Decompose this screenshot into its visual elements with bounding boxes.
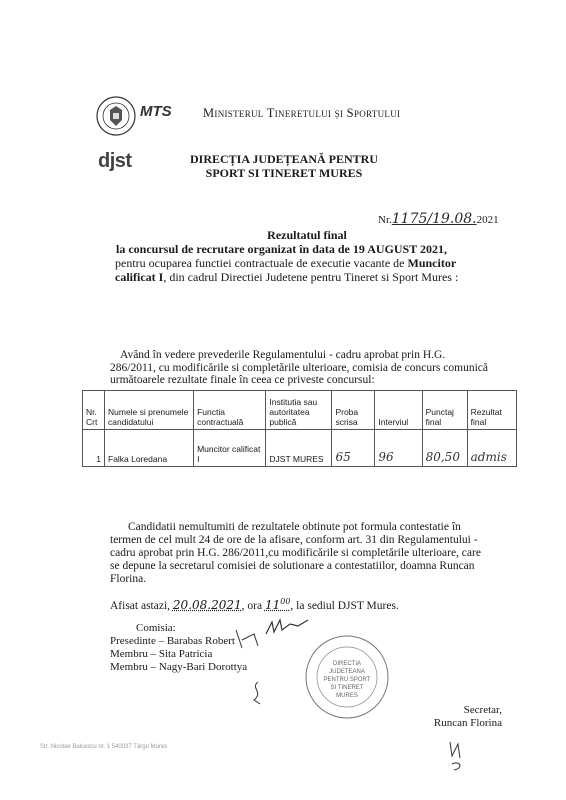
posting-hour	[265, 598, 290, 612]
contestatie-paragraph: Candidatii nemultumiti de rezultatele obtinute pot formula contestatie în termen de cel mult 24 de ore de la afisare, conform art. 31 din Regulamentului - cadru aprobat prin H.G. 286/2011,cu modificările si completările ulterioare, care se depune la secretarul comisiei de solutionare a contestatiilor, doamna Runcan Florina.	[110, 521, 481, 585]
document-title	[40, 228, 530, 284]
directia-heading	[184, 152, 384, 180]
header-institutia: Institutia sau autoritatea publică	[266, 391, 332, 430]
table-header-row	[83, 391, 517, 430]
commission-member-2: Membru – Nagy-Bari Dorottya	[110, 661, 248, 673]
ministry-name: Ministerul Tineretului și Sportului	[203, 106, 401, 120]
posting-mid: , ora	[241, 600, 263, 612]
registration-year: 2021	[476, 214, 499, 226]
stamp-line-1: DIRECTIA	[332, 661, 362, 667]
header-nume: Numele si prenumele candidatului	[105, 391, 194, 430]
stamp-line-5: MURES	[336, 693, 358, 699]
secretary-name: Runcan Florina	[433, 717, 502, 729]
registration-number	[378, 211, 499, 227]
commission-member-1: Membru – Sita Patricia	[110, 648, 213, 660]
posting-suffix: , la sediul DJST Mures.	[290, 600, 399, 612]
posting-hour-value: 11	[264, 598, 281, 612]
signature-member-1	[232, 626, 262, 652]
stamp-line-3: PENTRU SPORT	[323, 677, 371, 683]
footer-address: Str. Nicolae Balcescu nr. 1 540037 Târgu Mures	[40, 744, 168, 750]
commission-president: Presedinte – Barabas Robert	[110, 635, 235, 647]
signature-secretary	[444, 738, 470, 772]
posting-hour-sup: 00	[280, 597, 291, 606]
title-line-2: la concursul de recrutare organizat în data de 19 AUGUST 2021,	[116, 242, 447, 256]
directia-line-1: DIRECȚIA JUDEȚEANĂ PENTRU	[189, 152, 379, 166]
posting-date: 20.08.2021	[172, 598, 242, 612]
secretary-block	[422, 704, 502, 730]
official-stamp	[304, 634, 390, 720]
header-functia: Functia contractuală	[194, 391, 266, 430]
commission-title: Comisia:	[136, 622, 176, 634]
cell-functia: Muncitor calificat I	[194, 430, 266, 467]
cell-nr: 1	[83, 430, 105, 467]
posting-prefix: Afisat astazi,	[110, 600, 171, 612]
intro-paragraph: Având în vedere prevederile Regulamentului - cadru aprobat prin H.G. 286/2011, cu modificările si completările ulterioare, comisia de concurs comunică următoarele rezultate finale în ceea ce priveste concursul:	[110, 349, 488, 386]
title-line-4-bold: calificat I	[115, 270, 164, 284]
cell-proba: 65	[332, 430, 375, 467]
cell-rezultat: admis	[467, 430, 516, 467]
signature-member-2	[246, 680, 268, 706]
mts-logo: MTS	[140, 103, 172, 120]
title-line-3-text: pentru ocuparea functiei contractuale de executie vacante de	[115, 256, 408, 270]
posting-line	[110, 597, 399, 612]
results-table	[82, 390, 517, 467]
commission-block	[110, 622, 247, 674]
stamp-line-2: JUDETEANA	[329, 669, 365, 675]
header-punctaj: Punctaj final	[422, 391, 467, 430]
registration-handwritten: 1175/19.08.	[391, 211, 477, 227]
directia-line-2: SPORT SI TINERET MURES	[205, 166, 363, 180]
header-nr: Nr. Crt	[83, 391, 105, 430]
table-row	[83, 430, 517, 467]
cell-interviul: 96	[375, 430, 422, 467]
cell-nume: Falka Loredana	[105, 430, 194, 467]
header-interviul: Interviul	[375, 391, 422, 430]
header-rezultat: Rezultat final	[467, 391, 516, 430]
secretary-title: Secretar,	[463, 704, 502, 716]
title-line-4-text: , din cadrul Directiei Judetene pentru Tineret si Sport Mures :	[163, 270, 459, 284]
registration-prefix: Nr.	[378, 214, 392, 226]
title-line-3-bold: Muncitor	[407, 256, 457, 270]
title-line-3	[40, 256, 530, 270]
title-line-1: Rezultatul final	[267, 228, 347, 242]
cell-institutia: DJST MURES	[266, 430, 332, 467]
djst-logo: djst	[98, 150, 132, 172]
header-proba: Proba scrisa	[332, 391, 375, 430]
stamp-line-4: SI TINERET	[330, 685, 364, 691]
government-crest-logo	[96, 96, 136, 136]
title-line-4	[40, 270, 530, 284]
cell-punctaj: 80,50	[422, 430, 467, 467]
